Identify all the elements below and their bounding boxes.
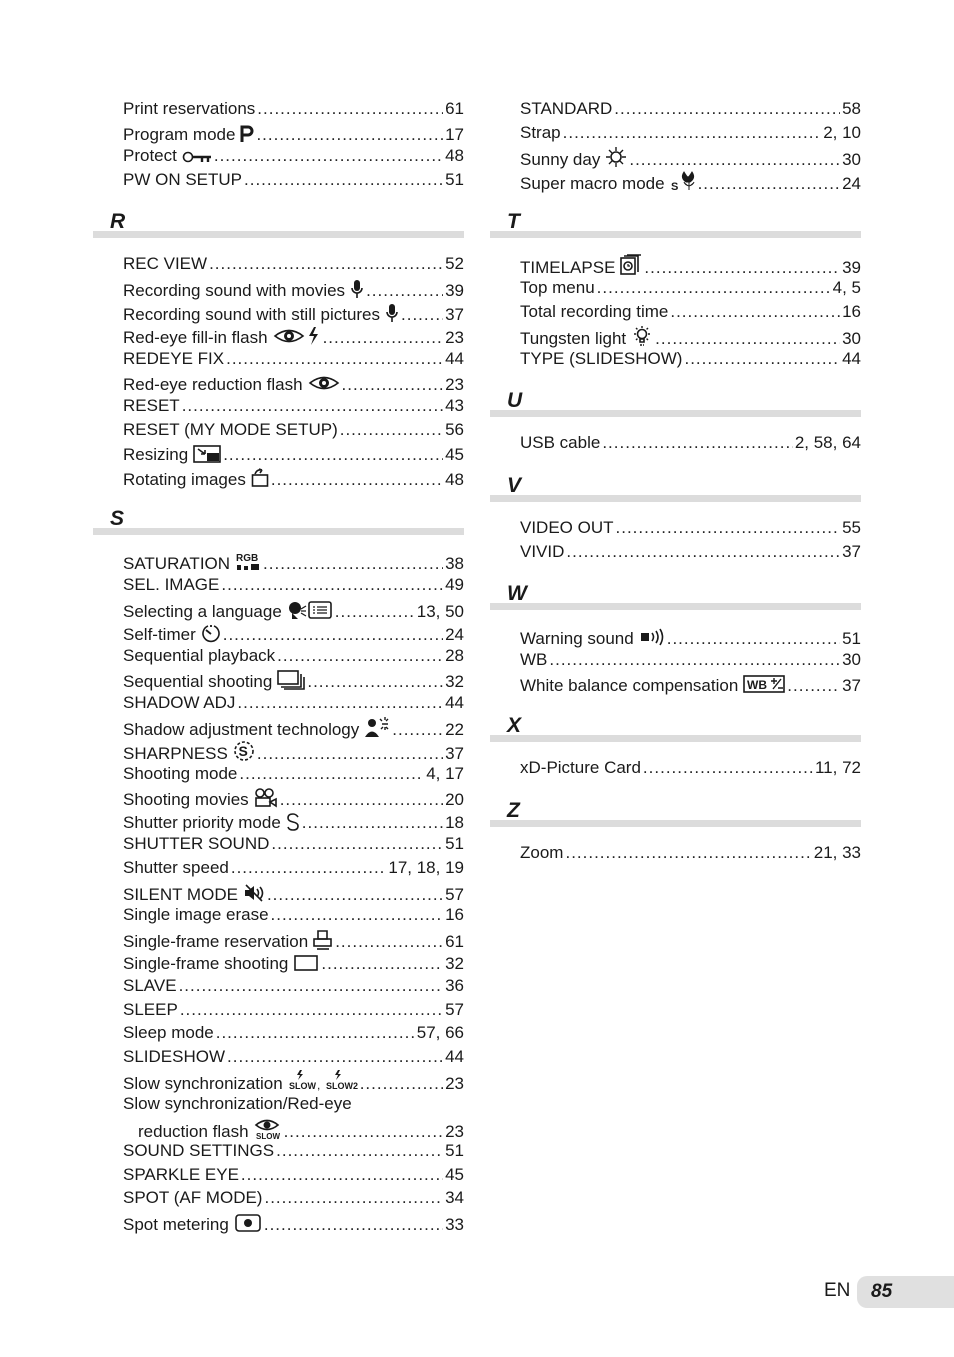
microphone-icon <box>385 303 399 323</box>
entry-pages: 13, 50 <box>416 601 464 621</box>
entry-label: Top menu <box>520 277 595 297</box>
single-frame-icon <box>293 953 319 973</box>
entry-label: Resizing <box>123 445 189 465</box>
index-entry <box>520 276 861 300</box>
protect-key-icon <box>182 147 212 167</box>
index-entry <box>520 323 861 347</box>
entry-pages: 2, 58, 64 <box>794 433 861 453</box>
index-entry <box>123 974 464 998</box>
index-entry <box>123 691 464 715</box>
entry-pages: 37 <box>842 676 861 696</box>
entry-pages: 21, 33 <box>813 842 861 862</box>
index-entry <box>123 1139 464 1163</box>
entry-pages: 16 <box>842 301 861 321</box>
entry-label: REC VIEW <box>123 254 208 274</box>
entry-pages: 23 <box>445 328 464 348</box>
index-entry <box>123 1021 464 1045</box>
entry-pages: 57 <box>445 999 464 1019</box>
entry-label: PW ON SETUP <box>123 169 243 189</box>
index-entry <box>123 465 464 489</box>
entry-pages: 43 <box>445 395 464 415</box>
entry-label: RESET <box>123 395 180 415</box>
entry-pages: 61 <box>445 99 464 118</box>
entry-pages: 20 <box>445 790 464 810</box>
leader-dots <box>566 540 840 564</box>
entry-pages: 37 <box>445 304 464 324</box>
entry-pages: 44 <box>842 348 861 368</box>
entry-pages: 11, 72 <box>814 757 861 777</box>
leader-dots <box>271 832 443 856</box>
leader-dots <box>602 431 793 455</box>
entry-pages: 30 <box>842 329 861 349</box>
program-mode-p-icon <box>240 124 254 144</box>
svg-text:SLOW: SLOW <box>288 1081 316 1092</box>
entry-pages: 17 <box>445 124 464 144</box>
entry-label: Single-frame shooting <box>123 954 289 974</box>
entry-label: Total recording time <box>520 301 669 321</box>
entry-label: SHUTTER SOUND <box>123 834 270 854</box>
entry-pages: 51 <box>445 1141 464 1161</box>
leader-dots <box>787 674 840 698</box>
entry-pages: 44 <box>445 692 464 712</box>
index-entry <box>123 950 464 974</box>
entry-label: SHARPNESS <box>123 744 228 764</box>
entry-label: Red-eye fill-in flash <box>123 328 268 348</box>
entry-pages: 39 <box>445 280 464 300</box>
entry-pages: 51 <box>445 169 464 189</box>
section-header-v <box>490 473 861 516</box>
section-divider <box>490 820 861 827</box>
index-entry <box>123 597 464 621</box>
entry-pages: 44 <box>445 348 464 368</box>
svg-text:S: S <box>238 743 248 760</box>
entry-label: TYPE (SLIDESHOW) <box>520 348 683 368</box>
leader-dots <box>643 756 813 780</box>
entry-pages: 58 <box>842 99 861 118</box>
entry-pages: 23 <box>445 375 464 395</box>
entry-label: White balance compensation <box>520 676 739 696</box>
red-eye-slow-icon <box>254 1119 282 1139</box>
leader-dots <box>244 168 443 192</box>
entry-label: Recording sound with still pictures <box>123 304 381 324</box>
leader-dots <box>237 691 443 715</box>
entry-pages: 37 <box>842 541 861 561</box>
index-entry <box>123 927 464 951</box>
index-entry <box>123 832 464 856</box>
entry-pages: 51 <box>842 629 861 649</box>
entry-pages: 34 <box>445 1188 464 1208</box>
leader-dots <box>302 811 443 835</box>
section-divider <box>490 735 861 742</box>
entry-label: Sleep mode <box>123 1023 214 1043</box>
section-header-x <box>490 713 861 756</box>
entry-pages: 51 <box>445 834 464 854</box>
index-entry <box>123 667 464 691</box>
leader-dots <box>563 121 822 145</box>
section-letter: V <box>507 473 522 497</box>
sequential-shooting-icon <box>277 670 305 690</box>
entry-label: Single image erase <box>123 905 269 925</box>
leader-dots <box>209 252 443 276</box>
entry-pages: 4, 17 <box>426 763 464 783</box>
entry-label: SHADOW ADJ <box>123 692 236 712</box>
leader-dots <box>239 762 424 786</box>
entry-label: Slow synchronization/Red-eye <box>123 1093 352 1113</box>
entry-label: TIMELAPSE <box>520 258 616 278</box>
index-entry <box>520 756 861 780</box>
entry-pages: 16 <box>445 905 464 925</box>
svg-text:SLOW2: SLOW2 <box>325 1081 358 1092</box>
index-entry <box>123 441 464 465</box>
index-entry <box>520 516 861 540</box>
entry-pages: 33 <box>445 1214 464 1234</box>
index-entry <box>520 648 861 672</box>
index-entry <box>123 323 464 347</box>
section-header-t <box>490 212 861 252</box>
entry-label: REDEYE FIX <box>123 348 225 368</box>
index-entry <box>520 252 861 276</box>
timelapse-icon <box>620 255 642 275</box>
entry-pages: 30 <box>842 150 861 170</box>
index-entry <box>123 1186 464 1210</box>
section-divider <box>93 231 464 238</box>
entry-pages: 49 <box>445 574 464 594</box>
index-entry <box>520 624 861 648</box>
entry-label: SATURATION <box>123 554 231 574</box>
section-divider <box>93 528 464 535</box>
leader-dots <box>226 347 443 371</box>
leader-dots <box>257 97 443 121</box>
print-single-icon <box>313 930 333 950</box>
warning-sound-icon <box>639 627 665 647</box>
entry-label: Sequential playback <box>123 645 276 665</box>
entry-label: Shooting mode <box>123 763 238 783</box>
super-macro-icon <box>670 171 696 191</box>
section-header-s <box>93 509 464 549</box>
resize-icon <box>193 444 221 464</box>
index-entry <box>520 144 861 168</box>
section-divider <box>490 231 861 238</box>
index-entry <box>123 168 464 192</box>
entry-label: Protect <box>123 146 177 166</box>
index-column-left <box>93 97 464 1234</box>
svg-text:S: S <box>670 180 678 192</box>
index-column-right <box>490 97 861 864</box>
entry-pages: 37 <box>445 744 464 764</box>
entry-label: Sunny day <box>520 150 601 170</box>
entry-pages: 32 <box>445 672 464 692</box>
index-entry <box>123 1210 464 1234</box>
index-entry <box>520 300 861 324</box>
leader-dots <box>216 1021 415 1045</box>
rotate-icon <box>251 468 269 488</box>
entry-label: SEL. IMAGE <box>123 574 220 594</box>
index-entry <box>123 620 464 644</box>
index-entry <box>123 644 464 668</box>
entry-label: SPOT (AF MODE) <box>123 1188 263 1208</box>
footer-language: EN <box>824 1280 851 1301</box>
entry-label: RESET (MY MODE SETUP) <box>123 419 338 439</box>
silent-mode-icon <box>243 883 265 903</box>
index-entry <box>123 370 464 394</box>
entry-label: SLEEP <box>123 999 178 1019</box>
entry-label: Red-eye reduction flash <box>123 375 303 395</box>
entry-label: Single-frame reservation <box>123 931 309 951</box>
entry-label: SLAVE <box>123 976 177 995</box>
leader-dots <box>256 123 443 147</box>
index-entry <box>520 671 861 695</box>
entry-label: SILENT MODE <box>123 884 238 904</box>
leader-dots <box>340 418 443 442</box>
entry-pages: 4, 5 <box>832 277 861 297</box>
index-entry <box>123 762 464 786</box>
index-entry <box>123 573 464 597</box>
entry-label: Warning sound <box>520 629 634 649</box>
index-entry <box>123 549 464 573</box>
index-entry <box>123 418 464 442</box>
entry-label: SLIDESHOW <box>123 1046 226 1066</box>
sunny-icon <box>605 147 627 167</box>
index-entry <box>123 1092 464 1116</box>
index-entry <box>123 121 464 145</box>
entry-label: Shadow adjustment technology <box>123 720 360 740</box>
leader-dots <box>321 952 443 976</box>
index-entry <box>123 856 464 880</box>
index-entry <box>520 97 861 121</box>
section-letter: T <box>507 210 520 234</box>
index-entry <box>123 97 464 121</box>
entry-label: Rotating images <box>123 469 246 489</box>
svg-text:,: , <box>316 1078 321 1093</box>
entry-pages: 22 <box>445 720 464 740</box>
entry-pages: 57, 66 <box>416 1023 464 1043</box>
entry-label: Spot metering <box>123 1214 229 1234</box>
footer-page-number: 85 <box>871 1281 893 1302</box>
section-letter: R <box>110 210 126 234</box>
entry-pages: 44 <box>445 1046 464 1066</box>
index-entry <box>123 998 464 1022</box>
entry-label: Strap <box>520 122 561 142</box>
spot-metering-icon <box>234 1213 262 1233</box>
index-entry <box>123 300 464 324</box>
entry-label: Zoom <box>520 842 564 862</box>
entry-label: Shooting movies <box>123 790 249 810</box>
entry-label: Shutter speed <box>123 858 229 878</box>
leader-dots <box>684 347 840 371</box>
entry-label: Super macro mode <box>520 173 665 193</box>
entry-label: VIVID <box>520 541 565 561</box>
entry-label: Selecting a language <box>123 601 282 621</box>
leader-dots <box>549 648 840 672</box>
leader-dots <box>180 998 443 1022</box>
microphone-icon <box>350 279 364 299</box>
leader-dots <box>221 573 443 597</box>
index-entry <box>520 121 861 145</box>
entry-pages: 2, 10 <box>823 122 861 142</box>
section-letter: Z <box>507 798 520 822</box>
entry-label: Sequential shooting <box>123 672 273 692</box>
svg-text:WB: WB <box>747 678 768 693</box>
leader-dots <box>670 300 840 324</box>
entry-pages: 39 <box>842 258 861 278</box>
tungsten-icon <box>631 326 653 346</box>
language-icon <box>287 600 333 620</box>
index-entry <box>520 540 861 564</box>
entry-label: Self-timer <box>123 625 196 645</box>
sharpness-icon <box>233 741 255 761</box>
entry-pages: 23 <box>445 1121 464 1141</box>
entry-label: USB cable <box>520 433 601 453</box>
leader-dots <box>276 1139 443 1163</box>
entry-pages: 56 <box>445 419 464 439</box>
section-header-w <box>490 584 861 624</box>
index-entry <box>123 738 464 762</box>
svg-text:RGB: RGB <box>236 553 259 565</box>
entry-pages: 61 <box>445 931 464 951</box>
index-entry <box>520 431 861 455</box>
leader-dots <box>565 841 811 865</box>
slow-sync-icon <box>288 1071 358 1091</box>
section-header-u <box>490 391 861 431</box>
section-divider <box>490 603 861 610</box>
entry-label: WB <box>520 649 548 669</box>
leader-dots <box>182 394 443 418</box>
entry-pages: 48 <box>445 469 464 489</box>
entry-pages: 30 <box>842 649 861 669</box>
index-entry <box>123 347 464 371</box>
movie-camera-icon <box>254 788 278 808</box>
leader-dots <box>271 903 444 927</box>
leader-dots <box>241 1163 443 1187</box>
saturation-rgb-icon <box>235 552 261 572</box>
svg-text:SLOW: SLOW <box>255 1131 280 1140</box>
entry-pages: 18 <box>445 812 464 832</box>
entry-pages: 57 <box>445 884 464 904</box>
entry-label: Shutter priority mode <box>123 812 281 832</box>
entry-pages: 38 <box>445 554 464 574</box>
leader-dots <box>277 644 443 668</box>
index-entry <box>123 394 464 418</box>
index-entry <box>123 252 464 276</box>
leader-dots <box>231 856 387 880</box>
index-entry <box>520 841 861 865</box>
entry-pages: 55 <box>842 517 861 537</box>
entry-pages: 36 <box>445 976 464 995</box>
leader-dots <box>597 276 831 300</box>
index-entry <box>123 144 464 168</box>
index-entry <box>123 276 464 300</box>
entry-label: VIDEO OUT <box>520 517 614 537</box>
entry-pages: 24 <box>842 173 861 193</box>
section-header-z <box>490 798 861 841</box>
shutter-priority-s-icon <box>286 812 300 832</box>
entry-label: Slow synchronization <box>123 1074 283 1094</box>
index-entry <box>520 168 861 192</box>
entry-pages: 24 <box>445 625 464 645</box>
wb-compensation-icon <box>743 674 785 694</box>
entry-label: SOUND SETTINGS <box>123 1141 275 1161</box>
entry-pages: 28 <box>445 645 464 665</box>
leader-dots <box>271 468 443 492</box>
leader-dots <box>179 974 444 998</box>
section-header-r <box>93 212 464 252</box>
entry-label: xD-Picture Card <box>520 757 641 777</box>
leader-dots <box>223 443 443 467</box>
red-eye-icon <box>308 373 340 393</box>
entry-label: Tungsten light <box>520 329 627 349</box>
index-entry <box>123 1045 464 1069</box>
red-eye-flash-icon <box>273 326 321 346</box>
index-entry <box>123 809 464 833</box>
index-entry <box>123 880 464 904</box>
section-letter: S <box>110 507 125 531</box>
index-entry <box>123 714 464 738</box>
index-entry <box>123 903 464 927</box>
index-entry <box>123 785 464 809</box>
section-divider <box>490 410 861 417</box>
leader-dots <box>227 1045 443 1069</box>
entry-pages: 45 <box>445 445 464 465</box>
leader-dots <box>214 144 443 168</box>
entry-pages: 48 <box>445 146 464 166</box>
index-entry <box>520 347 861 371</box>
entry-label: STANDARD <box>520 99 613 118</box>
entry-label: SPARKLE EYE <box>123 1164 239 1184</box>
index-entry <box>123 1068 464 1092</box>
leader-dots <box>264 1186 443 1210</box>
index-entry <box>138 1116 464 1140</box>
leader-dots <box>614 97 840 121</box>
section-letter: W <box>507 582 527 606</box>
section-letter: X <box>507 713 522 737</box>
entry-pages: 23 <box>445 1074 464 1094</box>
entry-pages: 45 <box>445 1164 464 1184</box>
entry-pages: 17, 18, 19 <box>388 858 464 878</box>
entry-pages: 32 <box>445 954 464 974</box>
leader-dots <box>264 1213 443 1237</box>
entry-label: reduction flash <box>138 1121 249 1141</box>
leader-dots <box>698 172 841 196</box>
entry-label: Recording sound with movies <box>123 280 346 300</box>
entry-label: Program mode <box>123 124 236 144</box>
shadow-adjust-icon <box>364 717 390 737</box>
section-divider <box>490 495 861 502</box>
section-letter: U <box>507 389 523 413</box>
leader-dots <box>616 516 841 540</box>
entry-pages: 52 <box>445 254 464 274</box>
index-entry <box>123 1163 464 1187</box>
self-timer-icon <box>201 623 221 643</box>
entry-label: Print reservations <box>123 99 256 118</box>
